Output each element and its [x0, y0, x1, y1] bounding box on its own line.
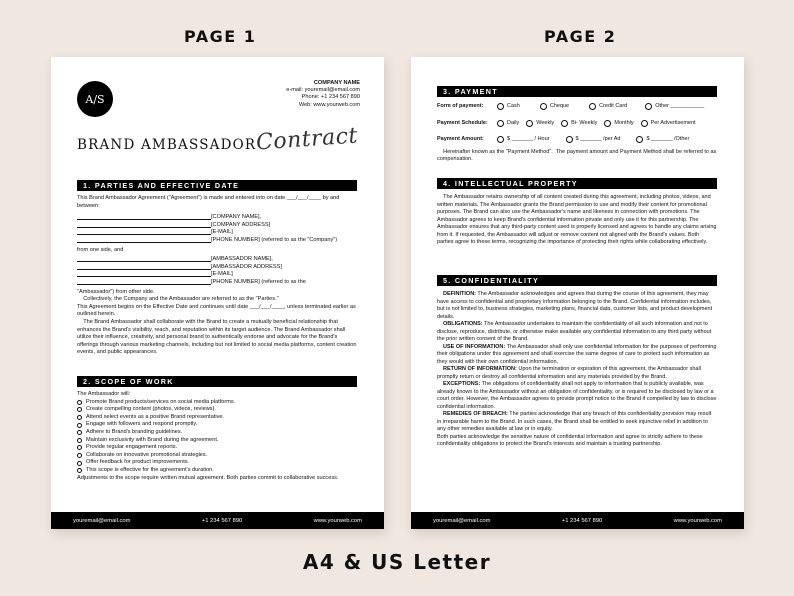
footer-web: www.yourweb.com [673, 517, 722, 524]
collaboration-paragraph: The Brand Ambassador shall collaborate with the Brand to create a mutually beneficial relationship that enhances the Brand's visibility, reach, and reputation within its target audience. The Brand Ambassador shall utilize their influence, creativity, and personal brand to authentically endorse and advocate for the Brand's offerings through various marketing channels, including but not limited to social media platforms, content creation events, and public appearances. [77, 318, 358, 356]
page-2-footer [411, 512, 744, 529]
title-main: BRAND AMBASSADOR [77, 137, 257, 153]
schedule-option-per-ad[interactable]: Per Advertisement [641, 120, 696, 128]
company-field: [COMPANY NAME], [211, 214, 262, 221]
amount-option-per-ad[interactable]: $ _______ /per Ad [566, 136, 621, 144]
scope-item: Engage with followers and respond promptly. [77, 421, 357, 429]
company-fields [77, 214, 357, 244]
company-email: e-mail: youremail@email.com [286, 87, 360, 94]
from-one-side: from one side, and [77, 246, 124, 253]
ambassador-fields [77, 256, 357, 286]
scope-item: Offer feedback for product improvements. [77, 459, 357, 467]
payment-option-other[interactable]: Other ___________ [645, 103, 704, 111]
page-1-footer [51, 512, 384, 529]
radio-icon[interactable] [540, 103, 547, 110]
radio-icon[interactable] [641, 120, 648, 127]
conf-clause-use: USE OF INFORMATION: The Ambassador shall only use confidential information for the purposes of performing their obligations under this agreement and shall exercise the same degree of care to protect such information as they would with their own confidential information. [437, 343, 717, 365]
bullet-circle-icon [77, 400, 82, 405]
parties-intro: This Brand Ambassador Agreement ("Agreement") is made and entered into on date ___/___/____ by and between: [77, 195, 340, 209]
ambassador-field: [E-MAIL] [211, 271, 233, 278]
scope-item: Create compelling content (photos, videos, reviews). [77, 406, 357, 414]
bullet-circle-icon [77, 430, 82, 435]
company-name: COMPANY NAME [313, 80, 360, 86]
footer-email: youremail@email.com [433, 517, 491, 524]
scope-item: Collaborate on innovative promotional strategies. [77, 452, 357, 460]
company-web: Web: www.yourweb.com [298, 101, 360, 108]
payment-note: Hereinafter known as the "Payment Method". The payment amount and Payment Method shall be referred to as compensation. [437, 148, 718, 162]
conf-clause-return: RETURN OF INFORMATION: Upon the termination or expiration of this agreement, the Ambassador shall promptly return or destroy all confidential information and any materials provided by the Brand. [437, 366, 701, 380]
section-5-heading: 5. CONFIDENTIALITY [437, 275, 717, 286]
scope-item: Attend select events as a positive Brand representative. [77, 414, 357, 422]
scope-item: Promote Brand products/services on social media platforms. [77, 399, 357, 407]
scope-item: This scope is effective for the agreement's duration. [77, 467, 357, 475]
form-of-payment-row [437, 103, 717, 111]
scope-outro: Adjustments to the scope require written mutual agreement. Both parties commit to collaborative success. [77, 474, 339, 481]
bullet-circle-icon [77, 453, 82, 458]
contract-page-2 [411, 57, 744, 529]
radio-icon[interactable] [589, 103, 596, 110]
footer-phone: +1 234 567 890 [201, 517, 243, 524]
bullet-circle-icon [77, 407, 82, 412]
radio-icon[interactable] [566, 136, 573, 143]
radio-icon[interactable] [636, 136, 643, 143]
ip-paragraph: The Ambassador retains ownership of all content created during this agreement, including photos, videos, and written materials. The Ambassador grants the Brand permission to use and modify their content for promotional purposes. The Brand can also use the Ambassador's name and likeness in connection with promotions. The Ambassador agrees to keep Brand's confidential information private and only use it for this partnership. The Ambassador ensures that any third-party content used is properly licensed and agrees to handle any claims arising from it. If requested, the Ambassador will adjust or remove content not aligned with the Brand's values. Both parties agree to these terms, recognizing the importance of protecting their rights while collaborating effectively. [437, 194, 718, 245]
scope-intro: The Ambassador will: [77, 391, 131, 397]
term-paragraph: This Agreement begins on the Effective Date and continues until date ___/___/____, unless terminated earlier as outlined herein. [77, 303, 356, 318]
confidentiality-clauses [437, 291, 717, 449]
format-label: A4 & US Letter [302, 550, 492, 574]
company-block [286, 80, 360, 109]
scope-list [77, 399, 357, 475]
radio-icon[interactable] [497, 120, 504, 127]
footer-email: youremail@email.com [73, 517, 131, 524]
section-1-heading: 1. PARTIES AND EFFECTIVE DATE [77, 180, 357, 191]
ambassador-field: [PHONE NUMBER] (referred to as the [211, 278, 306, 285]
radio-icon[interactable] [526, 120, 533, 127]
bullet-circle-icon [77, 445, 82, 450]
section-3-heading: 3. PAYMENT [437, 86, 717, 97]
scope-item: Maintain exclusivity with Brand during the agreement. [77, 437, 357, 445]
ambassador-ref: "Ambassador") from other side. [77, 288, 155, 295]
radio-icon[interactable] [604, 120, 611, 127]
bullet-circle-icon [77, 415, 82, 420]
conf-outro: Both parties acknowledge the sensitive nature of confidential information and agree to strictly adhere to these confidentiality obligations to protect the Brand's interests and maintain a trusting partnership. [437, 433, 703, 447]
company-field: [E-MAIL] [211, 229, 233, 236]
conf-clause-obligations: OBLIGATIONS: The Ambassador undertakes to maintain the confidentiality of all such information and not to disclose, reproduce, distribute, or otherwise make available any confidential information to any third party without the prior written consent of the Brand. [437, 321, 712, 342]
bullet-circle-icon [77, 423, 82, 428]
monogram-logo: A/S [77, 81, 113, 117]
footer-phone: +1 234 567 890 [561, 517, 603, 524]
page-2-label: PAGE 2 [544, 27, 617, 46]
bullet-circle-icon [77, 468, 82, 473]
bullet-circle-icon [77, 438, 82, 443]
form-of-payment-label: Form of payment: [437, 103, 484, 109]
title-script: Contract [255, 123, 359, 156]
payment-schedule-row [437, 120, 717, 128]
footer-web: www.yourweb.com [313, 517, 362, 524]
page-1-label: PAGE 1 [184, 27, 257, 46]
scope-item: Adhere to Brand's branding guidelines. [77, 429, 357, 437]
payment-amount-row [437, 136, 717, 144]
payment-schedule-label: Payment Schedule: [437, 119, 488, 126]
company-field: [PHONE NUMBER] (referred to as the "Company") [211, 236, 338, 243]
schedule-option-daily[interactable]: Daily [497, 120, 519, 128]
payment-amount-label: Payment Amount: [437, 136, 484, 142]
schedule-option-bi-weekly[interactable]: Bi- Weekly [561, 120, 597, 128]
radio-icon[interactable] [561, 120, 568, 127]
payment-option-cheque[interactable]: Cheque [540, 103, 569, 111]
ambassador-field: [AMBASSADOR ADDRESS] [211, 263, 282, 270]
schedule-option-monthly[interactable]: Monthly [604, 120, 633, 128]
conf-clause-remedies: REMEDIES OF BREACH: The parties acknowledge that any breach of this confidentiality provision may result in irreparable harm to the Brand. In such cases, the Brand shall be entitled to seek injunctive relief in addition to any other remedies available at law or in equity. [437, 411, 712, 432]
conf-clause-definition: DEFINITION: The Ambassador acknowledges and agrees that during the course of this agreement, they may have access to confidential and proprietary information belonging to the Brand. Confidential information includes, but is not limited to, business strategies, marketing plans, financial data, customer lists, and product development details. [437, 291, 713, 320]
section-2-heading: 2. SCOPE OF WORK [77, 376, 357, 387]
ambassador-field: [AMBASSADOR NAME], [211, 256, 273, 263]
radio-icon[interactable] [645, 103, 652, 110]
contract-page-1 [51, 57, 384, 529]
scope-item: Provide regular engagement reports. [77, 444, 357, 452]
radio-icon[interactable] [497, 103, 504, 110]
conf-clause-exceptions: EXCEPTIONS: The obligations of confidentiality shall not apply to information that is publicly available, was already known to the Ambassador without an obligation of confidentiality, or is required to be disclosed by law or a court order. However, the Ambassador agrees to provide prompt notice to the Brand if compelled by law to disclose confidential information. [437, 381, 717, 410]
parties-paragraph: Collectively, the Company and the Ambassador are referred to as the "Parties." [77, 296, 279, 303]
payment-option-credit-card[interactable]: Credit Card [589, 103, 627, 111]
company-field: [COMPANY ADDRESS] [211, 221, 271, 228]
amount-option-hour[interactable]: $ _______ / Hour [497, 136, 550, 144]
bullet-circle-icon [77, 461, 82, 466]
amount-option-other[interactable]: $ _______ /Other [636, 136, 689, 144]
document-title [77, 123, 367, 161]
payment-option-cash[interactable]: Cash [497, 103, 520, 111]
company-phone: Phone: +1 234 567 890 [301, 94, 360, 101]
radio-icon[interactable] [497, 136, 504, 143]
section-4-heading: 4. INTELLECTUAL PROPERTY [437, 178, 717, 189]
schedule-option-weekly[interactable]: Weekly [526, 120, 554, 128]
